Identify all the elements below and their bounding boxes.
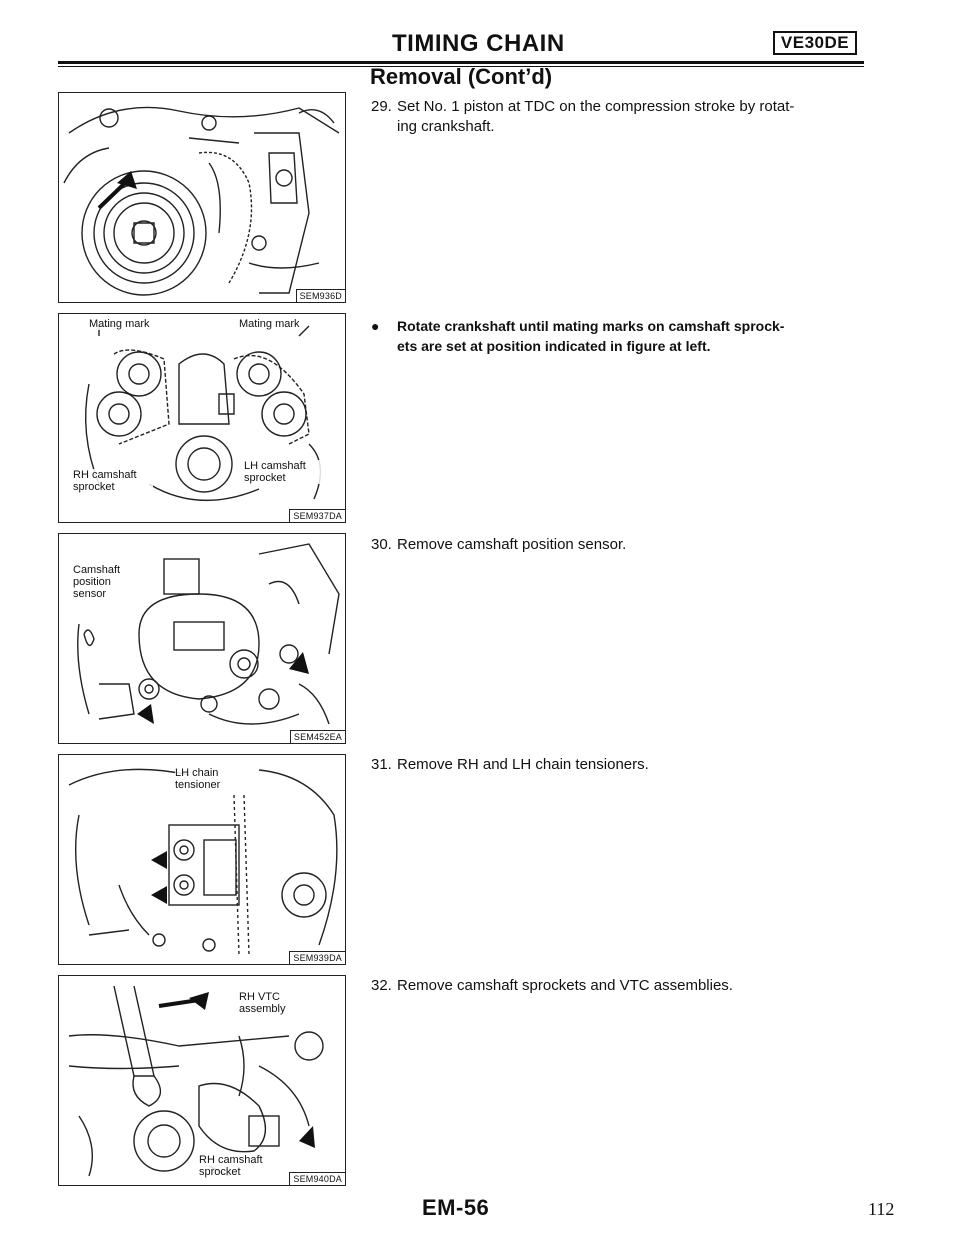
figure-code: SEM452EA [290,730,345,743]
callout-rh-camshaft-sprocket: RH camshaft sprocket [73,469,153,493]
figure-mating-marks [58,313,346,523]
crankshaft-pulley-illustration [59,93,346,303]
step-29 [371,97,871,137]
bolt-arrow-icon [137,704,154,724]
step-number: 29. [371,98,392,115]
figure-camshaft-position-sensor [58,533,346,744]
bolt-arrow-icon [151,886,167,904]
section-title: Removal (Cont’d) [370,64,553,89]
page-code: EM-56 [422,1195,490,1220]
page-number: 112 [868,1199,895,1219]
callout-lh-camshaft-sprocket: LH camshaft sprocket [244,460,324,484]
step-text-line1: Remove camshaft sprockets and VTC assemblies. [397,977,733,994]
callout-lh-chain-tensioner: LH chain tensioner [175,767,235,791]
callout-rh-camshaft-sprocket: RH camshaft sprocket [199,1154,279,1178]
figure-code: SEM937DA [289,509,345,522]
callout-mating-mark-right: Mating mark [239,318,300,330]
figure-rh-vtc-assembly [58,975,346,1186]
step-31 [371,755,871,775]
step-number: 30. [371,536,392,553]
page-title: TIMING CHAIN [392,30,565,57]
step-bullet-mating-marks [371,316,871,356]
step-text-line1: Remove camshaft position sensor. [397,536,627,553]
step-number: 32. [371,977,392,994]
bolt-arrow-icon [151,851,167,869]
figure-lh-chain-tensioner [58,754,346,965]
callout-mating-mark-left: Mating mark [89,318,150,330]
step-text-line1: Remove RH and LH chain tensioners. [397,756,649,773]
direction-arrow-icon [299,1126,315,1148]
engine-badge: VE30DE [773,31,857,55]
step-30 [371,535,871,555]
callout-rh-vtc-assembly: RH VTC assembly [239,991,319,1015]
figure-code: SEM936D [296,289,345,302]
step-number: 31. [371,756,392,773]
step-text-line2: ing crankshaft. [397,118,495,135]
step-32 [371,976,871,996]
step-text-line1: Rotate crankshaft until mating marks on camshaft sprock- [397,318,785,334]
figure-code: SEM940DA [289,1172,345,1185]
callout-camshaft-position-sensor: Camshaft position sensor [73,564,133,600]
bullet-icon: ● [371,318,380,334]
figure-code: SEM939DA [289,951,345,964]
step-text-line2: ets are set at position indicated in figure at left. [397,338,711,354]
figure-crankshaft-pulley [58,92,346,303]
step-text-line1: Set No. 1 piston at TDC on the compression stroke by rotat- [397,98,795,115]
